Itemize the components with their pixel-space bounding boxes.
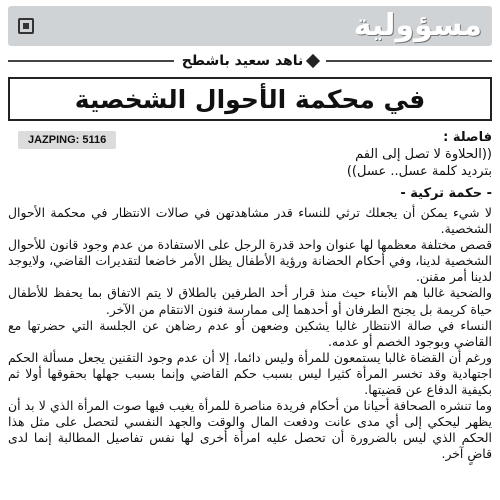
article-headline: في محكمة الأحوال الشخصية bbox=[74, 84, 426, 114]
section-title: - حكمة تركية - bbox=[400, 186, 492, 201]
byline-row bbox=[8, 50, 492, 72]
square-logo-icon bbox=[18, 18, 34, 34]
paragraph: لا شيء يمكن أن يجعلك ترثي للنساء قدر مشاهدتهن في صالات الانتظار في محكمة الأحوال الشخصية. bbox=[8, 205, 492, 237]
quote-block bbox=[202, 129, 492, 180]
column-header bbox=[8, 6, 492, 46]
divider bbox=[8, 60, 174, 62]
paragraph: النساء في صالة الانتظار غالبا يشكين وضعهن أو عدم رضاهن عن الجلسة التي حضرتها مع القاضي وبوجود الخصم أو عدمه. bbox=[8, 317, 492, 349]
article-body bbox=[8, 205, 492, 463]
byline bbox=[182, 53, 319, 69]
paragraph: قصص مختلفة معظمها لها عنوان واحد قدرة الرجل على الاستفادة من عدم وجود قانون للأحوال الشخصية لدينا، وفي أحكام الحضانة ورؤية الأطفال يظل الأمر خاضعا لتقديرات القاضي، ولايوجد لدينا أمر مقنن. bbox=[8, 237, 492, 285]
paragraph: ورغم أن القضاة غالبا يستمعون للمرأة وليس دائما، إلا أن عدم وجود التقنين يجعل مسألة الحكم اجتهادية وقد تخسر المرأة كثيرا ليس بسبب حكم القاضي وإنما بسبب جهلها بحقوقها أولا ثم بكيفية الدفاع عن قضيتها. bbox=[8, 349, 492, 398]
paragraph: وما تنشره الصحافة أحيانا من أحكام فريدة مناصرة للمرأة يغيب فيها صوت المرأة الذي لا بد أن يظهر ليحكي إلى أي مدى عانت ودفعت المال والوقت والجهد النفسي لتحصل على مثل هذا الحكم الذي ليس بالضرورة أن تحصل عليه امرأة أخرى لها نفس تفاصيل المطالبة إنما لدى قاضٍ آخر. bbox=[8, 398, 492, 462]
paragraph: والضحية غالبا هم الأبناء حيث منذ قرار أحد الطرفين بالطلاق لا يتم الاتفاق بما يحفظ للأطفال حياة كريمة بل يجنح الطرفان أو أحدهما إلى ممارسة فنون الانتقام من الآخر. bbox=[8, 285, 492, 317]
headline-box bbox=[8, 77, 492, 121]
column-title: مسؤولية bbox=[353, 8, 482, 43]
quote-line: بترديد كلمة عسل.. عسل)) bbox=[346, 164, 492, 179]
author-name: ناهد سعيد باشطح bbox=[181, 53, 304, 69]
divider bbox=[326, 60, 492, 62]
jazping-code: JAZPING: 5116 bbox=[18, 131, 116, 149]
quote-label: فاصلة : bbox=[443, 130, 492, 145]
diamond-icon bbox=[306, 54, 320, 68]
meta-row bbox=[8, 129, 492, 180]
quote-line: ((الحلاوة لا تصل إلى الفم bbox=[355, 147, 492, 162]
